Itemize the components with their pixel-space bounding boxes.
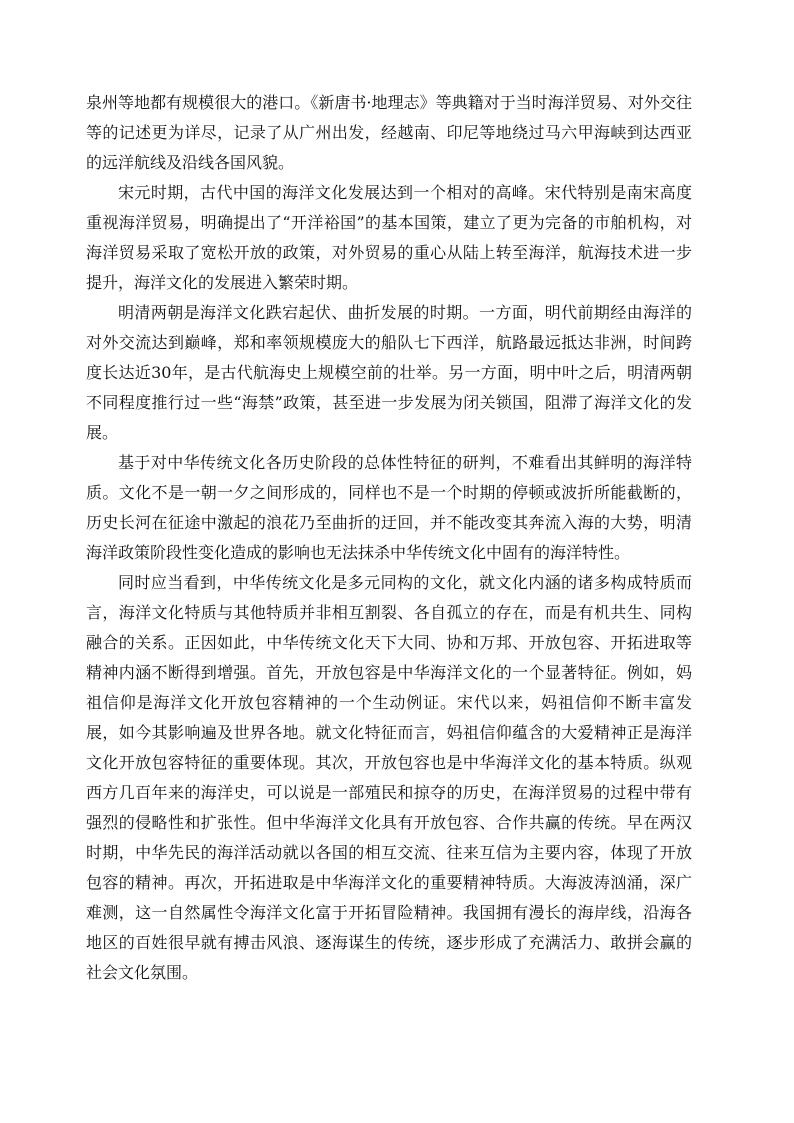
paragraph-song-yuan: 宋元时期，古代中国的海洋文化发展达到一个相对的高峰。宋代特别是南宋高度重视海洋贸易，明确提出了“开洋裕国”的基本国策，建立了更为完备的市舶机构，对海洋贸易采取了宽松开放的政策，对外贸易的重心从陆上转至海洋，航海技术进一步提升，海洋文化的发展进入繁荣时期。 [86,183,692,292]
paragraph-continuation: 泉州等地都有规模很大的港口。《新唐书·地理志》等典籍对于当时海洋贸易、对外交往等的记述更为详尽，记录了从广州出发，经越南、印尼等地绕过马六甲海峡到达西亚的远洋航线及沿线各国风貌。 [86,93,692,172]
paragraph-cultural-integration: 同时应当看到，中华传统文化是多元同构的文化，就文化内涵的诸多构成特质而言，海洋文化特质与其他特质并非相互割裂、各自孤立的存在，而是有机共生、同构融合的关系。正因如此，中华传统文化天下大同、协和万邦、开放包容、开拓进取等精神内涵不断得到增强。首先，开放包容是中华海洋文化的一个显著特征。例如，妈祖信仰是海洋文化开放包容精神的一个生动例证。宋代以来，妈祖信仰不断丰富发展，如今其影响遍及世界各地。就文化特征而言，妈祖信仰蕴含的大爱精神正是海洋文化开放包容特征的重要体现。其次，开放包容也是中华海洋文化的基本特质。纵观西方几百年来的海洋史，可以说是一部殖民和掠夺的历史，在海洋贸易的过程中带有强烈的侵略性和扩张性。但中华海洋文化具有开放包容、合作共赢的传统。早在两汉时期，中华先民的海洋活动就以各国的相互交流、往来互信为主要内容，体现了开放包容的精神。再次，开拓进取是中华海洋文化的重要精神特质。大海波涛汹涌，深广难测，这一自然属性令海洋文化富于开拓冒险精神。我国拥有漫长的海岸线，沿海各地区的百姓很早就有搏击风浪、逐海谋生的传统，逐步形成了充满活力、敢拼会赢的社会文化氛围。 [86,573,692,982]
paragraph-maritime-traits: 基于对中华传统文化各历史阶段的总体性特征的研判，不难看出其鲜明的海洋特质。文化不是一朝一夕之间形成的，同样也不是一个时期的停顿或波折所能截断的，历史长河在征途中激起的浪花乃至曲折的迂回，并不能改变其奔流入海的大势，明清海洋政策阶段性变化造成的影响也无法抹杀中华传统文化中固有的海洋特性。 [86,453,692,562]
paragraph-ming-qing: 明清两朝是海洋文化跌宕起伏、曲折发展的时期。一方面，明代前期经由海洋的对外交流达到巅峰，郑和率领规模庞大的船队七下西洋，航路最远抵达非洲，时间跨度长达近30年，是古代航海史上规模空前的壮举。另一方面，明中叶之后，明清两朝不同程度推行过一些“海禁”政策，甚至进一步发展为闭关锁国，阻滞了海洋文化的发展。 [86,303,692,442]
document-body [86,88,692,988]
